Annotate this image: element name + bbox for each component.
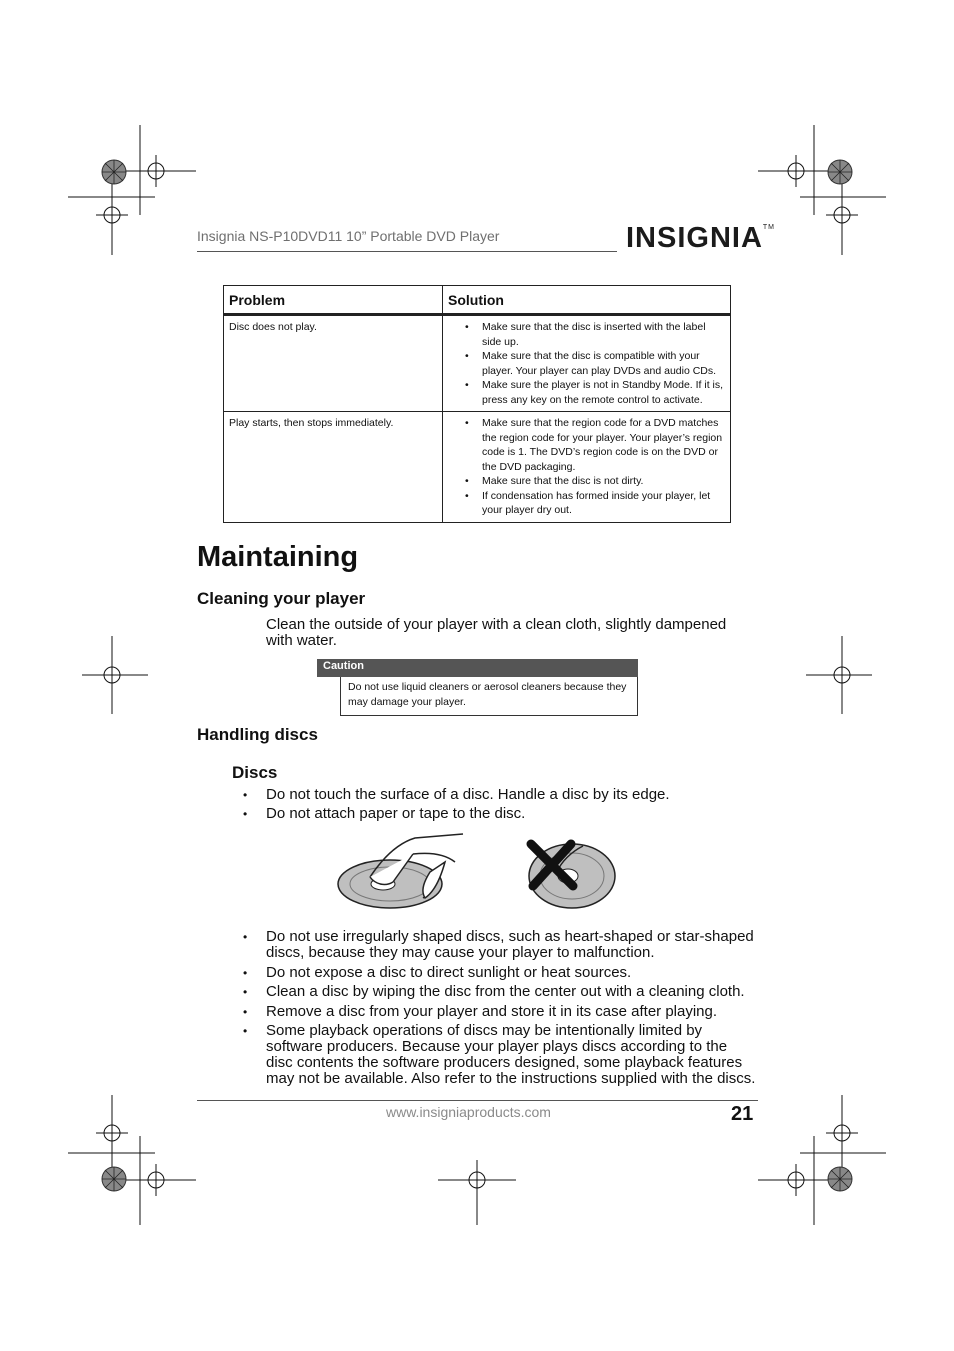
troubleshooting-table: [223, 285, 731, 523]
disc-bullets-top: [266, 787, 746, 825]
running-header-title: Insignia NS-P10DVD11 10” Portable DVD Player: [197, 228, 500, 244]
disc-handling-illustration: [335, 832, 625, 914]
solution-list: [448, 320, 725, 407]
footer-url: www.insigniaproducts.com: [386, 1104, 551, 1120]
problem-column-header: Problem: [224, 286, 443, 315]
logo-text: INSIGNIA: [626, 222, 763, 254]
disc-do-not-touch-icon: [529, 844, 615, 908]
page-number: 21: [731, 1103, 754, 1125]
table-header-row: [224, 286, 731, 315]
solution-item: • If condensation has formed inside your player, let your player dry out.: [482, 489, 725, 518]
solution-item: • Make sure that the disc is inserted with the label side up.: [482, 320, 725, 349]
solution-list: [448, 416, 725, 518]
list-item: • Do not use irregularly shaped discs, such as heart-shaped or star-shaped discs, because they may cause your player to malfunction.: [266, 929, 756, 961]
footer-rule: [197, 1100, 758, 1101]
solution-cell: [443, 315, 731, 412]
problem-cell: Disc does not play.: [224, 315, 443, 412]
list-item: • Do not attach paper or tape to the disc.: [266, 806, 746, 822]
handling-heading: Handling discs: [197, 725, 318, 744]
disc-bullets-bottom: [266, 929, 756, 1091]
list-item: • Do not expose a disc to direct sunlight or heat sources.: [266, 965, 756, 981]
solution-column-header: Solution: [443, 286, 731, 315]
list-item: • Some playback operations of discs may be intentionally limited by software producers. Because your player plays discs according to the disc contents the software producers designed, some playback features may not be available. Also refer to the instructions supplied with the discs.: [266, 1023, 756, 1087]
caution-text: Do not use liquid cleaners or aerosol cleaners because they may damage your player.: [348, 681, 627, 708]
header-rule: [197, 251, 617, 252]
caution-label: Caution: [323, 660, 364, 672]
solution-cell: [443, 412, 731, 523]
solution-item: • Make sure the player is not in Standby Mode. If it is, press any key on the remote control to activate.: [482, 378, 725, 407]
solution-item: • Make sure that the disc is compatible with your player. Your player can play DVDs and audio CDs.: [482, 349, 725, 378]
section-title: Maintaining: [197, 541, 359, 573]
problem-cell: Play starts, then stops immediately.: [224, 412, 443, 523]
list-item: • Remove a disc from your player and store it in its case after playing.: [266, 1004, 756, 1020]
caution-header-bar: [317, 659, 638, 677]
table-row: [224, 412, 731, 523]
list-item: • Clean a disc by wiping the disc from the center out with a cleaning cloth.: [266, 984, 756, 1000]
cleaning-heading: Cleaning your player: [197, 589, 366, 608]
list-item: • Do not touch the surface of a disc. Handle a disc by its edge.: [266, 787, 746, 803]
cleaning-paragraph: Clean the outside of your player with a clean cloth, slightly dampened with water.: [266, 616, 727, 649]
table-row: [224, 315, 731, 412]
disc-held-by-edge-icon: [338, 834, 463, 908]
discs-heading: Discs: [232, 763, 278, 782]
logo-trademark: TM: [762, 224, 776, 231]
solution-item: • Make sure that the disc is not dirty.: [482, 474, 725, 489]
insignia-logo: [626, 222, 775, 255]
solution-item: • Make sure that the region code for a DVD matches the region code for your player. Your player’s region code is 1. The DVD’s region code is on the DVD or the DVD packaging.: [482, 416, 725, 474]
